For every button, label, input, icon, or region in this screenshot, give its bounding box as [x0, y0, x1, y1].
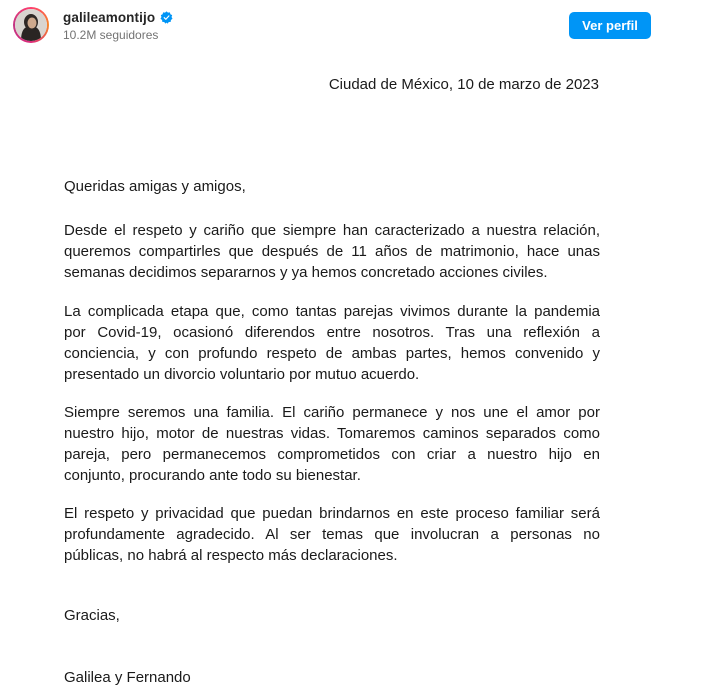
paragraph-line: El respeto y privacidad que puedan brindarnos en este proceso familiar será — [64, 505, 600, 522]
verified-badge-icon — [160, 11, 173, 24]
paragraph-line: conciencia, y con profundo respeto de ambas partes, hemos convenido y — [64, 345, 600, 362]
paragraph-line: públicas, no habrá al respecto más declaraciones. — [64, 547, 398, 564]
paragraph-line: La complicada etapa que, como tantas parejas vivimos durante la pandemia — [64, 303, 600, 320]
profile-header — [0, 0, 715, 52]
paragraph-line: por Covid-19, ocasionó diferendos entre nosotros. Tras una reflexión a — [64, 324, 600, 341]
letter-paragraph-4 — [64, 503, 600, 566]
paragraph-line: Desde el respeto y cariño que siempre han caracterizado a nuestra relación, — [64, 222, 600, 239]
paragraph-line: nuestro hijo, motor de nuestras vidas. Tomaremos caminos separados como — [64, 425, 600, 442]
letter-signature — [64, 667, 600, 688]
username-row — [63, 10, 173, 25]
paragraph-line: Siempre seremos una familia. El cariño permanece y nos une el amor por — [64, 404, 600, 421]
avatar-image — [15, 9, 47, 41]
letter-greeting — [64, 176, 600, 197]
username[interactable]: galileamontijo — [63, 10, 156, 25]
letter-image — [0, 52, 715, 698]
paragraph-line: presentado un divorcio voluntario por mutuo acuerdo. — [64, 366, 420, 383]
closing-line: Gracias, — [64, 607, 120, 624]
paragraph-line: conjunto, procurando ante todo su bienestar. — [64, 467, 361, 484]
signature-line: Galilea y Fernando — [64, 669, 191, 686]
letter-paragraph-3 — [64, 402, 600, 486]
view-profile-button[interactable]: Ver perfil — [569, 12, 651, 39]
paragraph-line: semanas decidimos separarnos y ya hemos concretado acciones civiles. — [64, 264, 548, 281]
greeting-line: Queridas amigas y amigos, — [64, 178, 246, 195]
letter-paragraph-1 — [64, 220, 600, 283]
paragraph-line: profundamente agradecido. Al ser temas que involucran a personas no — [64, 526, 600, 543]
paragraph-line: pareja, pero permanecemos comprometidos con criar a nuestro hijo en — [64, 446, 600, 463]
paragraph-line: queremos compartirles que después de 11 años de matrimonio, hace unas — [64, 243, 600, 260]
letter-closing — [64, 605, 600, 626]
letter-paragraph-2 — [64, 301, 600, 385]
avatar[interactable] — [13, 7, 49, 43]
follower-count: 10.2M seguidores — [63, 28, 159, 42]
letter-date: Ciudad de México, 10 de marzo de 2023 — [328, 76, 599, 93]
